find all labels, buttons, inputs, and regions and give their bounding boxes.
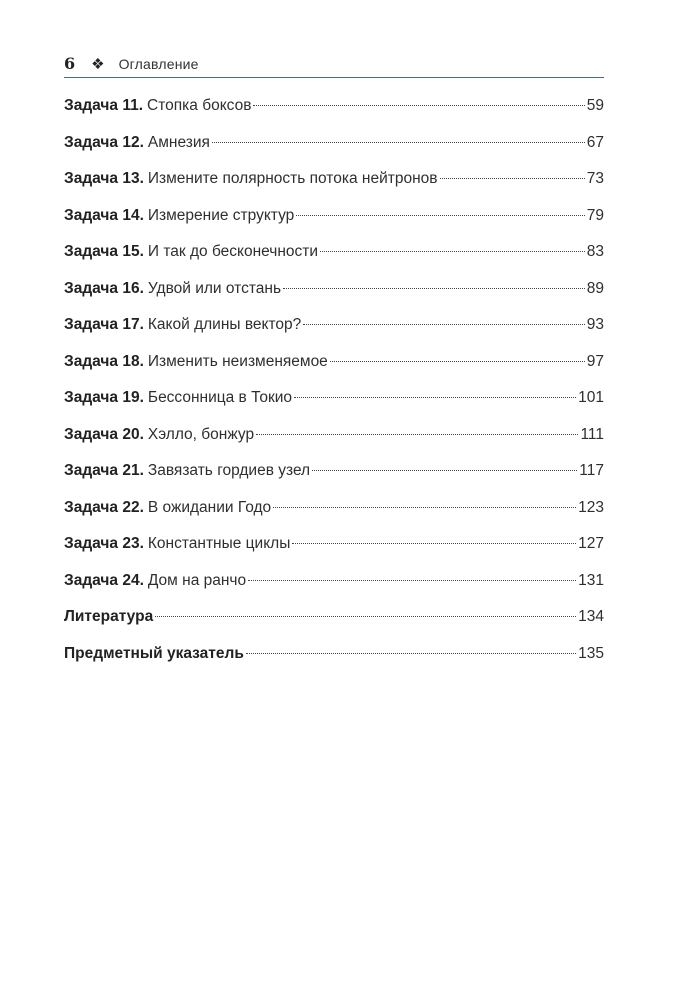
page-header	[64, 54, 604, 76]
entry-title: Измерение структур	[147, 206, 295, 224]
entry-label: Задача 15.	[64, 243, 144, 260]
entry-label: Задача 21.	[64, 462, 144, 479]
toc-entry[interactable]	[64, 526, 604, 563]
dot-leader	[292, 543, 576, 544]
dot-leader	[155, 616, 576, 617]
entry-label: Предметный указатель	[64, 644, 244, 662]
entry-title: Бессонница в Токио	[147, 389, 293, 406]
toc-entry-bibliography[interactable]	[64, 599, 604, 636]
entry-page-number: 89	[586, 279, 604, 297]
toc-entry[interactable]	[64, 563, 604, 600]
dot-leader	[440, 178, 585, 179]
dot-leader	[294, 397, 576, 398]
entry-label: Задача 11.	[64, 97, 144, 114]
entry-label: Литература	[64, 608, 154, 625]
entry-label: Задача 19.	[64, 389, 144, 406]
toc-entry[interactable]	[64, 380, 604, 417]
entry-page-number: 134	[578, 608, 604, 625]
entry-title: И так до бесконечности	[147, 243, 319, 260]
entry-label: Задача 13.	[64, 170, 144, 187]
entry-title: Константные циклы	[147, 535, 291, 552]
entry-page-number: 93	[586, 316, 604, 333]
toc-entry[interactable]	[64, 161, 604, 198]
dot-leader	[320, 251, 585, 252]
entry-page-number: 59	[586, 97, 604, 114]
running-title: Оглавление	[118, 56, 199, 72]
entry-title: Завязать гордиев узел	[147, 462, 311, 479]
toc-entry[interactable]	[64, 344, 604, 381]
entry-title: Удвой или отстань	[147, 279, 282, 297]
entry-title: Изменить неизменяемое	[147, 352, 328, 370]
entry-label: Задача 18.	[64, 352, 144, 370]
entry-title: В ожидании Годо	[147, 498, 272, 516]
entry-label: Задача 24.	[64, 571, 144, 589]
entry-title: Амнезия	[147, 133, 210, 151]
dot-leader	[273, 507, 576, 508]
toc-entry[interactable]	[64, 234, 604, 271]
entry-label: Задача 17.	[64, 316, 144, 333]
table-of-contents	[64, 88, 604, 672]
toc-entry[interactable]	[64, 453, 604, 490]
entry-page-number: 117	[579, 462, 604, 479]
entry-label: Задача 22.	[64, 498, 144, 516]
entry-page-number: 111	[580, 425, 604, 443]
dot-leader	[246, 653, 576, 654]
ornament-icon: ❖	[91, 56, 105, 73]
entry-page-number: 101	[578, 389, 604, 406]
dot-leader	[253, 105, 584, 106]
entry-label: Задача 23.	[64, 535, 144, 552]
entry-page-number: 123	[578, 498, 604, 516]
page-number: 6	[64, 54, 76, 73]
toc-entry[interactable]	[64, 88, 604, 125]
dot-leader	[312, 470, 577, 471]
toc-entry[interactable]	[64, 490, 604, 527]
entry-label: Задача 16.	[64, 279, 144, 297]
dot-leader	[303, 324, 584, 325]
toc-entry[interactable]	[64, 417, 604, 454]
dot-leader	[248, 580, 576, 581]
entry-title: Дом на ранчо	[147, 571, 247, 589]
entry-page-number: 83	[586, 243, 604, 260]
entry-title: Стопка боксов	[147, 97, 252, 114]
entry-page-number: 79	[586, 206, 604, 224]
dot-leader	[330, 361, 585, 362]
entry-label: Задача 12.	[64, 133, 144, 151]
entry-page-number: 131	[578, 571, 604, 589]
header-rule	[64, 77, 604, 78]
entry-page-number: 67	[586, 133, 604, 151]
entry-label: Задача 20.	[64, 425, 144, 443]
entry-page-number: 97	[586, 352, 604, 370]
dot-leader	[296, 215, 584, 216]
entry-label: Задача 14.	[64, 206, 144, 224]
entry-page-number: 127	[578, 535, 604, 552]
entry-title: Хэлло, бонжур	[147, 425, 255, 443]
toc-entry[interactable]	[64, 198, 604, 235]
dot-leader	[283, 288, 585, 289]
entry-title: Измените полярность потока нейтронов	[147, 170, 438, 187]
toc-entry[interactable]	[64, 271, 604, 308]
dot-leader	[256, 434, 578, 435]
toc-entry[interactable]	[64, 307, 604, 344]
dot-leader	[212, 142, 585, 143]
toc-entry-subject-index[interactable]	[64, 636, 604, 673]
entry-title: Какой длины вектор?	[147, 316, 302, 333]
toc-entry[interactable]	[64, 125, 604, 162]
entry-page-number: 135	[578, 644, 604, 662]
entry-page-number: 73	[586, 170, 604, 187]
